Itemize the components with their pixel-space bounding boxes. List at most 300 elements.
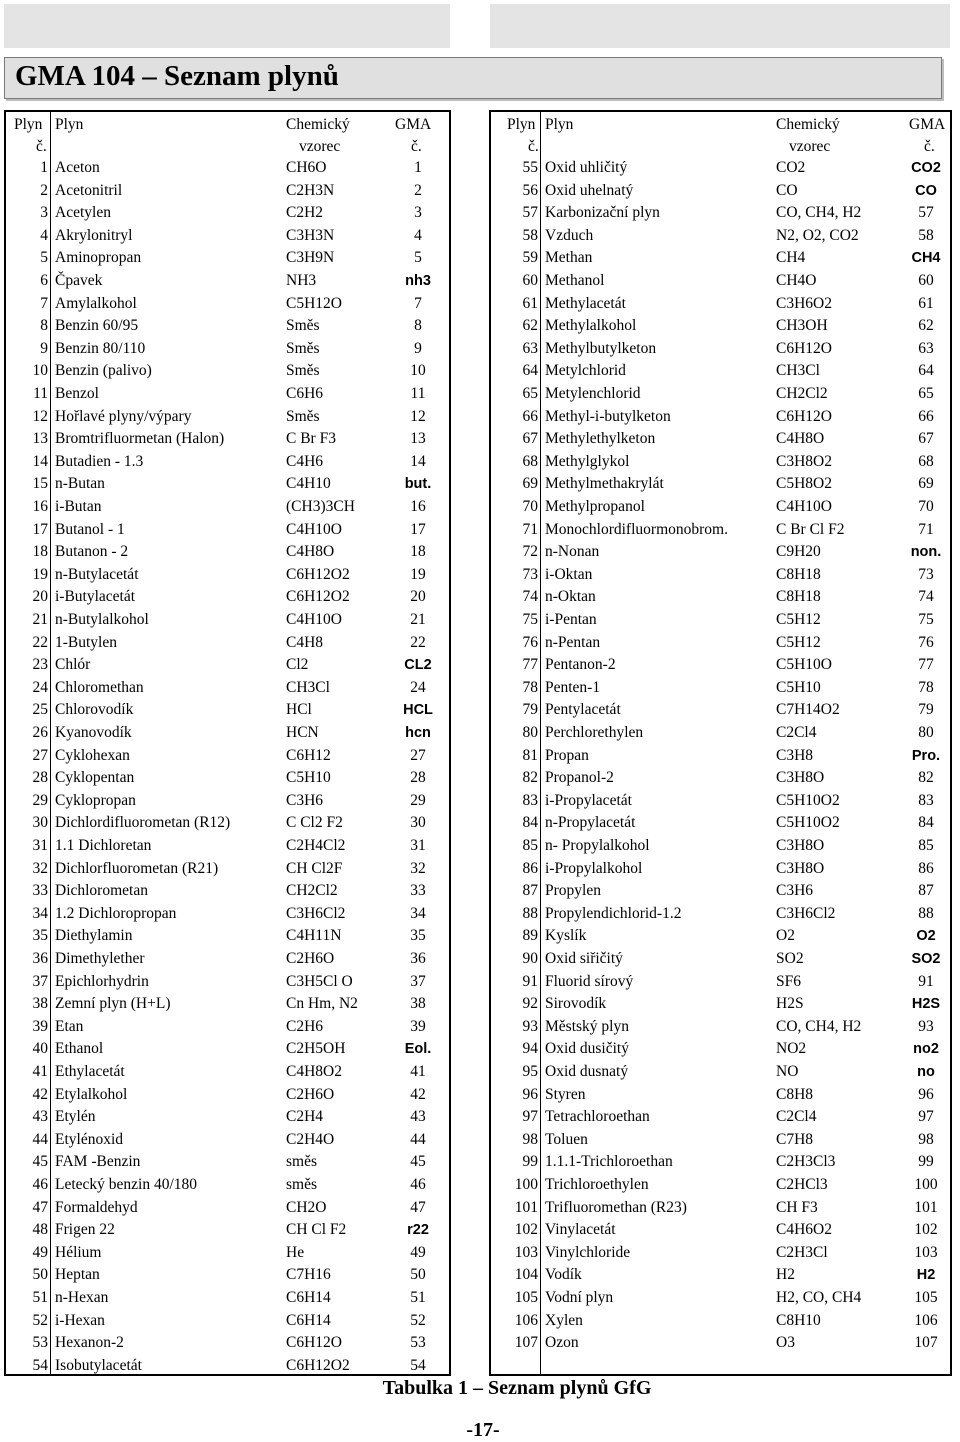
gas-name: Oxid dusičitý bbox=[545, 1040, 629, 1058]
gas-number: 101 bbox=[514, 1198, 538, 1216]
gas-name: i-Butan bbox=[55, 498, 102, 515]
gas-name: n-Nonan bbox=[545, 543, 600, 561]
gas-number: 46 bbox=[32, 1176, 48, 1193]
gas-number: 41 bbox=[32, 1063, 48, 1080]
gma-number: 18 bbox=[410, 543, 426, 561]
gas-number: 67 bbox=[522, 430, 538, 448]
gma-number: 5 bbox=[414, 249, 422, 267]
gas-number: 42 bbox=[32, 1085, 48, 1103]
gas-table-right bbox=[489, 110, 952, 1376]
gas-name: i-Propylalkohol bbox=[545, 859, 643, 877]
gas-number: 15 bbox=[32, 475, 48, 493]
gas-formula: směs bbox=[286, 1176, 317, 1193]
gas-number: 82 bbox=[522, 769, 538, 787]
gas-name: Cyklohexan bbox=[55, 746, 130, 764]
gas-formula: Směs bbox=[286, 317, 320, 335]
gas-formula: C3H8O bbox=[776, 837, 825, 854]
gas-number: 26 bbox=[32, 724, 48, 741]
gas-number: 17 bbox=[32, 520, 48, 538]
gas-number: 89 bbox=[522, 927, 538, 945]
gas-formula: N2, O2, CO2 bbox=[776, 226, 859, 244]
gas-name: Pentanon-2 bbox=[545, 656, 616, 674]
gas-formula: C2H2 bbox=[286, 204, 324, 222]
gma-number: 105 bbox=[914, 1289, 938, 1306]
gma-number: 30 bbox=[410, 814, 426, 832]
gma-number: 63 bbox=[918, 339, 934, 357]
gas-number: 79 bbox=[522, 701, 538, 719]
gas-formula: C6H12O bbox=[776, 339, 832, 357]
gas-name: Perchlorethylen bbox=[545, 724, 644, 741]
gas-number: 51 bbox=[32, 1289, 48, 1306]
gas-number: 76 bbox=[522, 633, 538, 651]
gas-formula: C2H6 bbox=[286, 1017, 324, 1035]
gas-name: Vinylacetát bbox=[545, 1221, 616, 1239]
gas-number: 55 bbox=[522, 159, 538, 176]
gma-number: but. bbox=[404, 476, 432, 493]
page-title: GMA 104 – Seznam plynů bbox=[15, 60, 339, 92]
gas-formula: CO2 bbox=[776, 159, 806, 176]
gma-number: 38 bbox=[410, 995, 426, 1013]
gas-formula: C2Cl4 bbox=[776, 724, 817, 741]
table-caption: Tabulka 1 – Seznam plynů GfG bbox=[382, 1377, 652, 1399]
gas-name: n-Hexan bbox=[55, 1289, 109, 1306]
gma-number: 100 bbox=[914, 1176, 938, 1193]
gma-number: 20 bbox=[410, 588, 426, 606]
gas-number: 80 bbox=[522, 724, 538, 741]
gas-formula: Cl2 bbox=[286, 656, 309, 674]
gas-number: 38 bbox=[32, 995, 48, 1013]
gas-number: 103 bbox=[514, 1243, 538, 1261]
gas-formula: CO, CH4, H2 bbox=[776, 1017, 862, 1035]
gma-number: 82 bbox=[918, 769, 934, 787]
gma-number: 65 bbox=[918, 385, 934, 402]
gma-number: 107 bbox=[914, 1334, 938, 1352]
gas-name: i-Propylacetát bbox=[545, 791, 632, 809]
gas-name: Čpavek bbox=[55, 272, 103, 289]
gas-name: Pentylacetát bbox=[545, 701, 621, 719]
header-gma-1: GMA bbox=[909, 116, 946, 133]
gas-name: Methylbutylketon bbox=[545, 339, 657, 357]
gas-table-left bbox=[4, 110, 451, 1376]
gas-number: 84 bbox=[522, 814, 538, 832]
gas-name: Chloromethan bbox=[55, 678, 144, 696]
gma-number: 43 bbox=[410, 1108, 426, 1126]
gas-name: Benzin 60/95 bbox=[55, 317, 139, 335]
gas-number: 105 bbox=[514, 1289, 538, 1306]
gma-number: 19 bbox=[410, 565, 426, 583]
gas-formula: CH3Cl bbox=[286, 678, 330, 696]
gma-number: 17 bbox=[410, 520, 426, 538]
gas-formula: C4H6 bbox=[286, 452, 324, 470]
gas-name: Cyklopropan bbox=[55, 791, 136, 809]
gas-number: 62 bbox=[522, 317, 538, 335]
gas-name: Fluorid sírový bbox=[545, 972, 634, 990]
gma-number: 10 bbox=[410, 362, 426, 380]
gas-name: Amylalkohol bbox=[55, 294, 137, 312]
gma-number: SO2 bbox=[911, 951, 941, 967]
gma-number: no bbox=[917, 1064, 935, 1080]
gma-number: 80 bbox=[918, 724, 934, 741]
gas-number: 71 bbox=[522, 520, 538, 538]
gas-number: 2 bbox=[40, 181, 48, 199]
gas-formula: C3H3N bbox=[286, 226, 335, 244]
gas-number: 102 bbox=[514, 1221, 538, 1239]
gas-formula: HCl bbox=[286, 701, 312, 719]
gma-number: 79 bbox=[918, 701, 934, 719]
gas-number: 97 bbox=[522, 1108, 538, 1126]
gas-number: 7 bbox=[40, 294, 48, 312]
gas-name: 1.1.1-Trichloroethan bbox=[545, 1153, 673, 1171]
gas-name: Isobutylacetát bbox=[55, 1356, 142, 1374]
gma-number: 4 bbox=[414, 226, 422, 244]
gma-number: 98 bbox=[918, 1130, 934, 1148]
gma-number: 84 bbox=[918, 814, 934, 832]
header-num-1: Plyn bbox=[507, 116, 536, 133]
gas-name: Dichlordifluorometan (R12) bbox=[55, 814, 231, 832]
gas-name: Toluen bbox=[545, 1130, 588, 1148]
gas-number: 30 bbox=[32, 814, 48, 832]
gas-formula: C6H14 bbox=[286, 1289, 331, 1306]
gas-formula: CH3OH bbox=[776, 317, 828, 335]
gas-name: Kyanovodík bbox=[55, 724, 132, 741]
gma-number: 101 bbox=[914, 1198, 938, 1216]
gma-number: 50 bbox=[410, 1266, 426, 1284]
gas-name: n-Pentan bbox=[545, 633, 601, 651]
gas-name: Methylalkohol bbox=[545, 317, 637, 335]
gas-number: 69 bbox=[522, 475, 538, 493]
gas-name: Acetylen bbox=[55, 204, 111, 222]
gas-number: 85 bbox=[522, 837, 538, 854]
gas-formula: C8H8 bbox=[776, 1085, 814, 1103]
gma-number: CL2 bbox=[404, 657, 432, 674]
gas-number: 44 bbox=[32, 1130, 48, 1148]
gas-name: Vzduch bbox=[545, 226, 594, 244]
gas-number: 83 bbox=[522, 791, 538, 809]
gma-number: O2 bbox=[916, 928, 936, 945]
gma-number: 62 bbox=[918, 317, 934, 335]
gma-number: 53 bbox=[410, 1334, 426, 1352]
gas-formula: CH2Cl2 bbox=[286, 882, 338, 900]
gas-number: 90 bbox=[522, 950, 538, 967]
gas-name: n-Butan bbox=[55, 475, 105, 493]
gma-number: 76 bbox=[918, 633, 934, 651]
gas-formula: C6H6 bbox=[286, 385, 324, 402]
gma-number: 1 bbox=[414, 159, 422, 176]
gma-number: 44 bbox=[410, 1130, 426, 1148]
gas-formula: směs bbox=[286, 1153, 317, 1171]
gas-number: 54 bbox=[32, 1356, 48, 1374]
gma-number: 106 bbox=[914, 1311, 938, 1329]
gas-number: 61 bbox=[522, 294, 538, 312]
gas-name: Trifluoromethan (R23) bbox=[545, 1198, 687, 1216]
gas-number: 107 bbox=[514, 1334, 538, 1352]
gas-formula: C3H8 bbox=[776, 746, 814, 764]
gas-formula: Směs bbox=[286, 362, 320, 380]
gas-number: 13 bbox=[32, 430, 48, 448]
gas-name: Propan bbox=[545, 746, 589, 764]
gas-name: 1-Butylen bbox=[55, 633, 117, 651]
gas-name: Etylén bbox=[55, 1108, 96, 1126]
title-box bbox=[4, 57, 942, 99]
gas-number: 35 bbox=[32, 927, 48, 945]
gas-name: Ethanol bbox=[55, 1040, 104, 1058]
gas-name: Benzin 80/110 bbox=[55, 339, 146, 357]
gas-formula: CO bbox=[776, 181, 798, 199]
gas-formula: C Br F3 bbox=[286, 430, 336, 448]
gas-formula: C7H14O2 bbox=[776, 701, 840, 719]
gas-number: 60 bbox=[522, 272, 538, 289]
gma-number: 87 bbox=[918, 882, 934, 900]
gma-number: 67 bbox=[918, 430, 934, 448]
gma-number: 66 bbox=[918, 407, 934, 425]
gas-number: 91 bbox=[522, 972, 538, 990]
gas-name: Etan bbox=[55, 1017, 84, 1035]
gas-number: 94 bbox=[522, 1040, 538, 1058]
column-divider bbox=[540, 112, 541, 1374]
gas-name: Butadien - 1.3 bbox=[55, 452, 144, 470]
gas-name: Methanol bbox=[545, 272, 605, 289]
gas-number: 14 bbox=[32, 452, 48, 470]
gas-number: 56 bbox=[522, 181, 538, 199]
gas-name: Vodní plyn bbox=[545, 1289, 614, 1306]
gas-name: Epichlorhydrin bbox=[55, 972, 149, 990]
gas-formula: C6H12O2 bbox=[286, 588, 350, 606]
gas-formula: C5H10O2 bbox=[776, 814, 840, 832]
gas-number: 77 bbox=[522, 656, 538, 674]
header-gma-1: GMA bbox=[395, 116, 432, 133]
gas-formula: CH4 bbox=[776, 249, 806, 267]
gas-formula: C2H3N bbox=[286, 181, 335, 199]
gas-number: 9 bbox=[40, 339, 48, 357]
gas-formula: C4H10 bbox=[286, 475, 331, 493]
gas-formula: C6H12 bbox=[286, 746, 331, 764]
gas-name: Etylalkohol bbox=[55, 1085, 128, 1103]
gas-formula: C2H6O bbox=[286, 1085, 335, 1103]
gma-number: 68 bbox=[918, 452, 934, 470]
gma-number: 8 bbox=[414, 317, 422, 335]
gas-name: Karbonizační plyn bbox=[545, 204, 660, 222]
gma-number: 27 bbox=[410, 746, 426, 764]
gas-formula: SO2 bbox=[776, 950, 804, 967]
gma-number: 97 bbox=[918, 1108, 934, 1126]
gma-number: 103 bbox=[914, 1243, 938, 1261]
gma-number: 7 bbox=[414, 294, 422, 312]
gas-formula: C2H3Cl3 bbox=[776, 1153, 836, 1171]
gas-number: 49 bbox=[32, 1243, 48, 1261]
gas-number: 93 bbox=[522, 1017, 538, 1035]
gma-number: 83 bbox=[918, 791, 934, 809]
gas-name: n-Butylalkohol bbox=[55, 611, 149, 628]
gas-number: 43 bbox=[32, 1108, 48, 1126]
gas-formula: C5H10 bbox=[286, 769, 331, 787]
gas-number: 63 bbox=[522, 339, 538, 357]
gas-number: 23 bbox=[32, 656, 48, 674]
gas-formula: NO2 bbox=[776, 1040, 807, 1058]
gas-name: n-Propylacetát bbox=[545, 814, 636, 832]
gma-number: 36 bbox=[410, 950, 426, 967]
gma-number: 13 bbox=[410, 430, 426, 448]
gas-formula: O2 bbox=[776, 927, 795, 945]
gma-number: 96 bbox=[918, 1085, 934, 1103]
gas-number: 87 bbox=[522, 882, 538, 900]
gas-number: 18 bbox=[32, 543, 48, 561]
gas-formula: C2H4 bbox=[286, 1108, 324, 1126]
gas-number: 75 bbox=[522, 611, 538, 628]
gas-formula: C4H11N bbox=[286, 927, 342, 945]
gma-number: 22 bbox=[410, 633, 426, 651]
gas-formula: C2H4O bbox=[286, 1130, 335, 1148]
gas-number: 39 bbox=[32, 1017, 48, 1035]
gma-number: nh3 bbox=[405, 273, 431, 289]
gas-number: 66 bbox=[522, 407, 538, 425]
gas-formula: Směs bbox=[286, 339, 320, 357]
gas-number: 24 bbox=[32, 678, 48, 696]
gas-name: Tetrachloroethan bbox=[545, 1108, 650, 1126]
gas-number: 37 bbox=[32, 972, 48, 990]
gas-name: Ozon bbox=[545, 1334, 579, 1352]
gas-number: 4 bbox=[40, 226, 48, 244]
gma-number: 9 bbox=[414, 339, 422, 357]
gas-formula: CH F3 bbox=[776, 1198, 818, 1216]
gas-formula: C6H12O2 bbox=[286, 1356, 350, 1374]
gas-formula: C5H10 bbox=[776, 678, 821, 696]
gas-formula: NH3 bbox=[286, 272, 317, 289]
gma-number: H2S bbox=[911, 996, 941, 1013]
gas-number: 64 bbox=[522, 362, 538, 380]
gas-name: Metylenchlorid bbox=[545, 385, 641, 402]
gma-number: 3 bbox=[414, 204, 422, 222]
gma-number: no2 bbox=[913, 1041, 939, 1058]
gas-number: 45 bbox=[32, 1153, 48, 1171]
gas-name: Zemní plyn (H+L) bbox=[55, 995, 171, 1013]
gas-number: 96 bbox=[522, 1085, 538, 1103]
gas-number: 98 bbox=[522, 1130, 538, 1148]
gma-number: 75 bbox=[918, 611, 934, 628]
gas-formula: C3H6Cl2 bbox=[286, 904, 346, 922]
gas-formula: C8H18 bbox=[776, 565, 821, 583]
gas-formula: SF6 bbox=[776, 972, 801, 990]
gas-number: 81 bbox=[522, 746, 538, 764]
gas-formula: NO bbox=[776, 1063, 799, 1080]
gas-name: i-Butylacetát bbox=[55, 588, 136, 606]
gas-name: Vinylchloride bbox=[545, 1243, 631, 1261]
gas-number: 73 bbox=[522, 565, 538, 583]
gas-formula: C3H8O bbox=[776, 769, 825, 787]
gas-number: 3 bbox=[40, 204, 48, 222]
gas-number: 11 bbox=[33, 385, 48, 402]
gma-number: 14 bbox=[410, 452, 426, 470]
gas-number: 53 bbox=[32, 1334, 48, 1352]
gma-number: 58 bbox=[918, 226, 934, 244]
gma-number: 39 bbox=[410, 1017, 426, 1035]
gma-number: 88 bbox=[918, 904, 934, 922]
gas-name: FAM -Benzin bbox=[55, 1153, 141, 1171]
gas-formula: C6H12O bbox=[776, 407, 832, 425]
gas-name: n- Propylalkohol bbox=[545, 837, 650, 854]
gas-formula: C2Cl4 bbox=[776, 1108, 817, 1126]
gma-number: 16 bbox=[410, 498, 426, 515]
gas-number: 65 bbox=[522, 385, 538, 402]
gas-formula: C3H6 bbox=[286, 791, 324, 809]
column-divider bbox=[50, 112, 51, 1374]
top-bar-right bbox=[490, 4, 950, 48]
gas-formula: C3H6 bbox=[776, 882, 814, 900]
gas-name: 1.2 Dichloropropan bbox=[55, 904, 177, 922]
gma-number: Pro. bbox=[911, 747, 941, 764]
gas-formula: C2H6O bbox=[286, 950, 335, 967]
gma-number: 86 bbox=[918, 859, 934, 877]
gas-formula: C4H6O2 bbox=[776, 1221, 832, 1239]
gas-formula: C Br Cl F2 bbox=[776, 520, 845, 538]
gas-formula: CH2O bbox=[286, 1198, 327, 1216]
gas-formula: CH Cl F2 bbox=[286, 1221, 347, 1239]
gma-number: 46 bbox=[410, 1176, 426, 1193]
gma-number: CH4 bbox=[911, 250, 941, 267]
gma-number: 24 bbox=[410, 678, 426, 696]
gma-number: 71 bbox=[918, 520, 934, 538]
gas-name: Monochlordifluormonobrom. bbox=[545, 520, 728, 538]
gma-number: 45 bbox=[410, 1153, 426, 1171]
gas-formula: C7H8 bbox=[776, 1130, 814, 1148]
gas-formula: CH Cl2F bbox=[286, 859, 343, 877]
gas-name: Formaldehyd bbox=[55, 1198, 138, 1216]
gas-formula: C4H10O bbox=[286, 520, 342, 538]
header-formula-2: vzorec bbox=[789, 138, 831, 155]
gas-formula: CO, CH4, H2 bbox=[776, 204, 862, 222]
gma-number: 73 bbox=[918, 565, 934, 583]
gas-name: i-Pentan bbox=[545, 611, 597, 628]
gas-name: Methylpropanol bbox=[545, 498, 645, 515]
header-num-2: č. bbox=[528, 138, 539, 155]
gas-formula: Cn Hm, N2 bbox=[286, 995, 358, 1013]
gas-name: Penten-1 bbox=[545, 678, 601, 696]
gma-number: 31 bbox=[410, 837, 426, 854]
gas-formula: C5H8O2 bbox=[776, 475, 832, 493]
gas-name: Oxid uhličitý bbox=[545, 159, 628, 176]
gas-formula: He bbox=[286, 1243, 305, 1261]
header-name: Plyn bbox=[545, 116, 574, 133]
gma-number: r22 bbox=[407, 1222, 429, 1239]
gas-formula: C4H8O bbox=[776, 430, 825, 448]
gas-name: i-Hexan bbox=[55, 1311, 105, 1329]
header-formula-1: Chemický bbox=[776, 116, 840, 133]
gas-name: Sirovodík bbox=[545, 995, 607, 1013]
gma-number: 11 bbox=[410, 385, 426, 402]
gas-name: Methylethylketon bbox=[545, 430, 656, 448]
gas-formula: C4H10O bbox=[776, 498, 832, 515]
gas-number: 20 bbox=[32, 588, 48, 606]
gas-name: Acetonitril bbox=[55, 181, 123, 199]
gas-formula: C4H8O2 bbox=[286, 1063, 342, 1080]
gma-number: 64 bbox=[918, 362, 934, 380]
gas-name: Bromtrifluormetan (Halon) bbox=[55, 430, 225, 448]
gas-number: 68 bbox=[522, 452, 538, 470]
gas-number: 34 bbox=[32, 904, 48, 922]
gas-number: 47 bbox=[32, 1198, 48, 1216]
gas-formula: C3H9N bbox=[286, 249, 335, 267]
gas-name: Trichloroethylen bbox=[545, 1176, 649, 1193]
gma-number: 29 bbox=[410, 791, 426, 809]
gas-number: 70 bbox=[522, 498, 538, 515]
gma-number: 35 bbox=[410, 927, 426, 945]
gas-formula: C2HCl3 bbox=[776, 1176, 828, 1193]
gas-name: Chlorovodík bbox=[55, 701, 134, 719]
gas-name: Propylendichlorid-1.2 bbox=[545, 904, 682, 922]
gas-name: Oxid siřičitý bbox=[545, 950, 623, 967]
gas-name: Benzol bbox=[55, 385, 99, 402]
gas-name: Městský plyn bbox=[545, 1017, 629, 1035]
gas-formula: C2H5OH bbox=[286, 1040, 346, 1058]
